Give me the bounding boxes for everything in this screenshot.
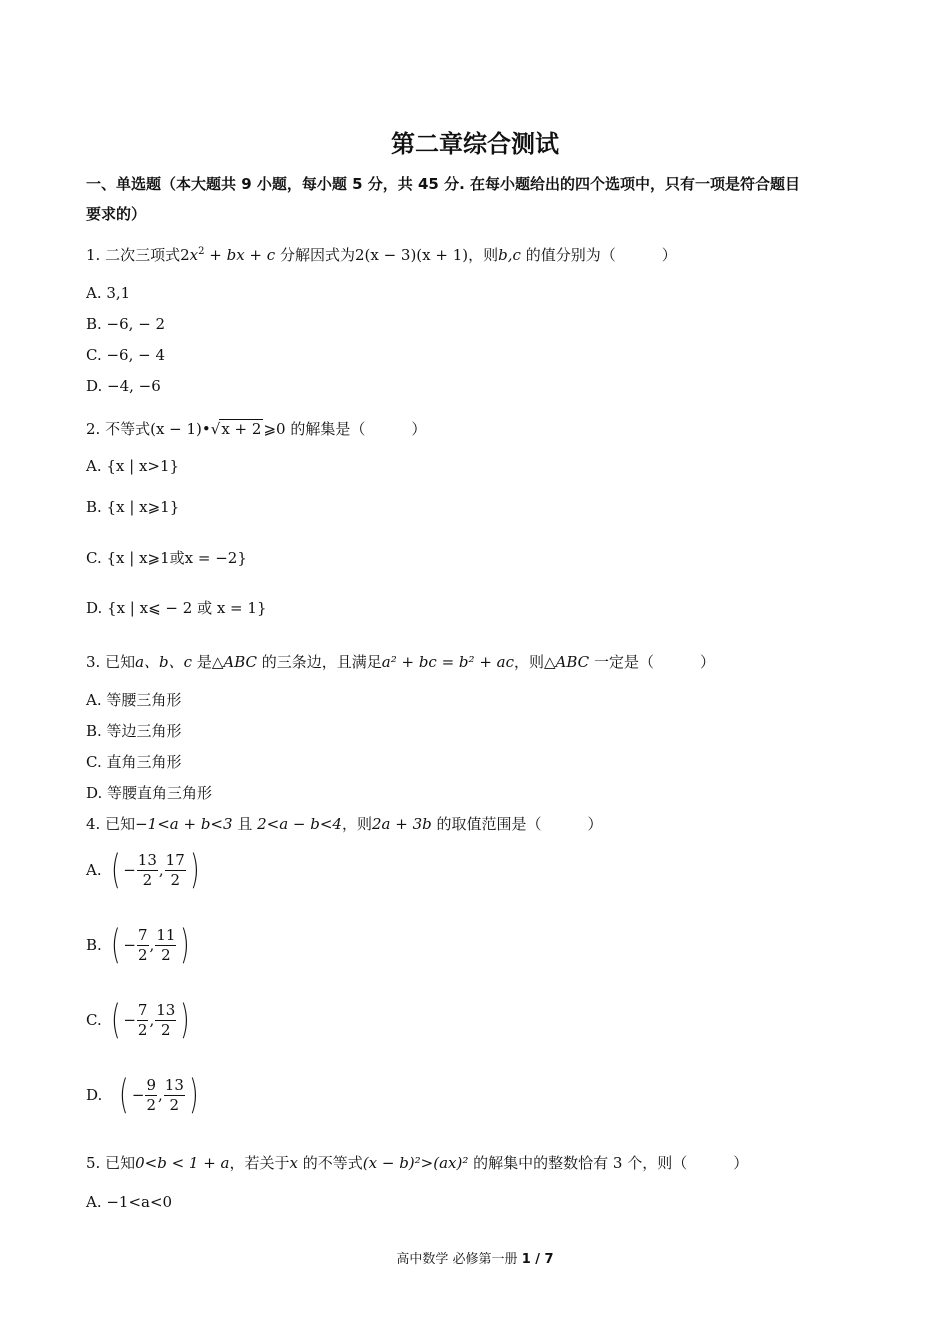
q2-option-d: D. {x | x⩽ − 2 或 x = 1} (86, 599, 267, 617)
sqrt-sign: √ (210, 420, 221, 438)
q1-option-c: C. −6, − 4 (86, 346, 166, 364)
q2-option-a: A. {x | x>1} (86, 457, 180, 475)
section-heading: 一、单选题（本大题共 9 小题，每小题 5 分，共 45 分. 在每小题给出的四个选项中，只有一项是符合题目 (86, 175, 801, 193)
question-1: 1. 二次三项式$2x^2$ + bx + c 分解因式为2(x − 3)(x + 1)，则b,c 的值分别为（ ） (86, 246, 677, 264)
q5-option-a: A. −1<a<0 (86, 1193, 173, 1211)
q3-option-c: C. 直角三角形 (86, 753, 182, 771)
q4-option-c: C. ( − $\frac{7}{2}$ , $\frac{13}{2}$ ) (86, 997, 190, 1043)
q3-option-a: A. 等腰三角形 (86, 691, 182, 709)
q3-option-d: D. 等腰直角三角形 (86, 784, 213, 802)
q1-option-a: A. 3,1 (86, 284, 131, 302)
question-5: 5. 已知0<b < 1 + a，若关于x 的不等式(x − b)²>(ax)² 的解集中的整数恰有 3 个，则（ ） (86, 1154, 749, 1172)
q2-option-b: B. {x | x⩾1} (86, 498, 180, 516)
q4-option-a: A. ( − $\frac{13}{2}$ , $\frac{17}{2}$ ) (86, 847, 200, 893)
q2-option-c: C. {x | x⩾1或x = −2} (86, 549, 247, 567)
q1-option-d: D. −4, −6 (86, 377, 161, 395)
q4-option-d: D. ( − $\frac{9}{2}$ , $\frac{13}{2}$ ) (86, 1072, 199, 1118)
section-heading-cont: 要求的） (86, 205, 147, 223)
page-footer: 高中数学 必修第一册 1 / 7 (396, 1252, 554, 1267)
page-title: 第二章综合测试 (391, 130, 559, 158)
q1-option-b: B. −6, − 2 (86, 315, 166, 333)
q4-option-b: B. ( − $\frac{7}{2}$ , $\frac{11}{2}$ ) (86, 922, 190, 968)
question-3: 3. 已知a、b、c 是△ABC 的三条边，且满足a² + bc = b² + ac，则△ABC 一定是（ ） (86, 653, 715, 671)
question-4: 4. 已知−1<a + b<3 且 2<a − b<4，则2a + 3b 的取值范围是（ ） (86, 815, 603, 833)
question-2: 2. 不等式(x − 1)•√x + 2 ⩾0 的解集是（ ） (86, 420, 427, 438)
q3-option-b: B. 等边三角形 (86, 722, 182, 740)
page-number: 1 / 7 (521, 1252, 554, 1267)
